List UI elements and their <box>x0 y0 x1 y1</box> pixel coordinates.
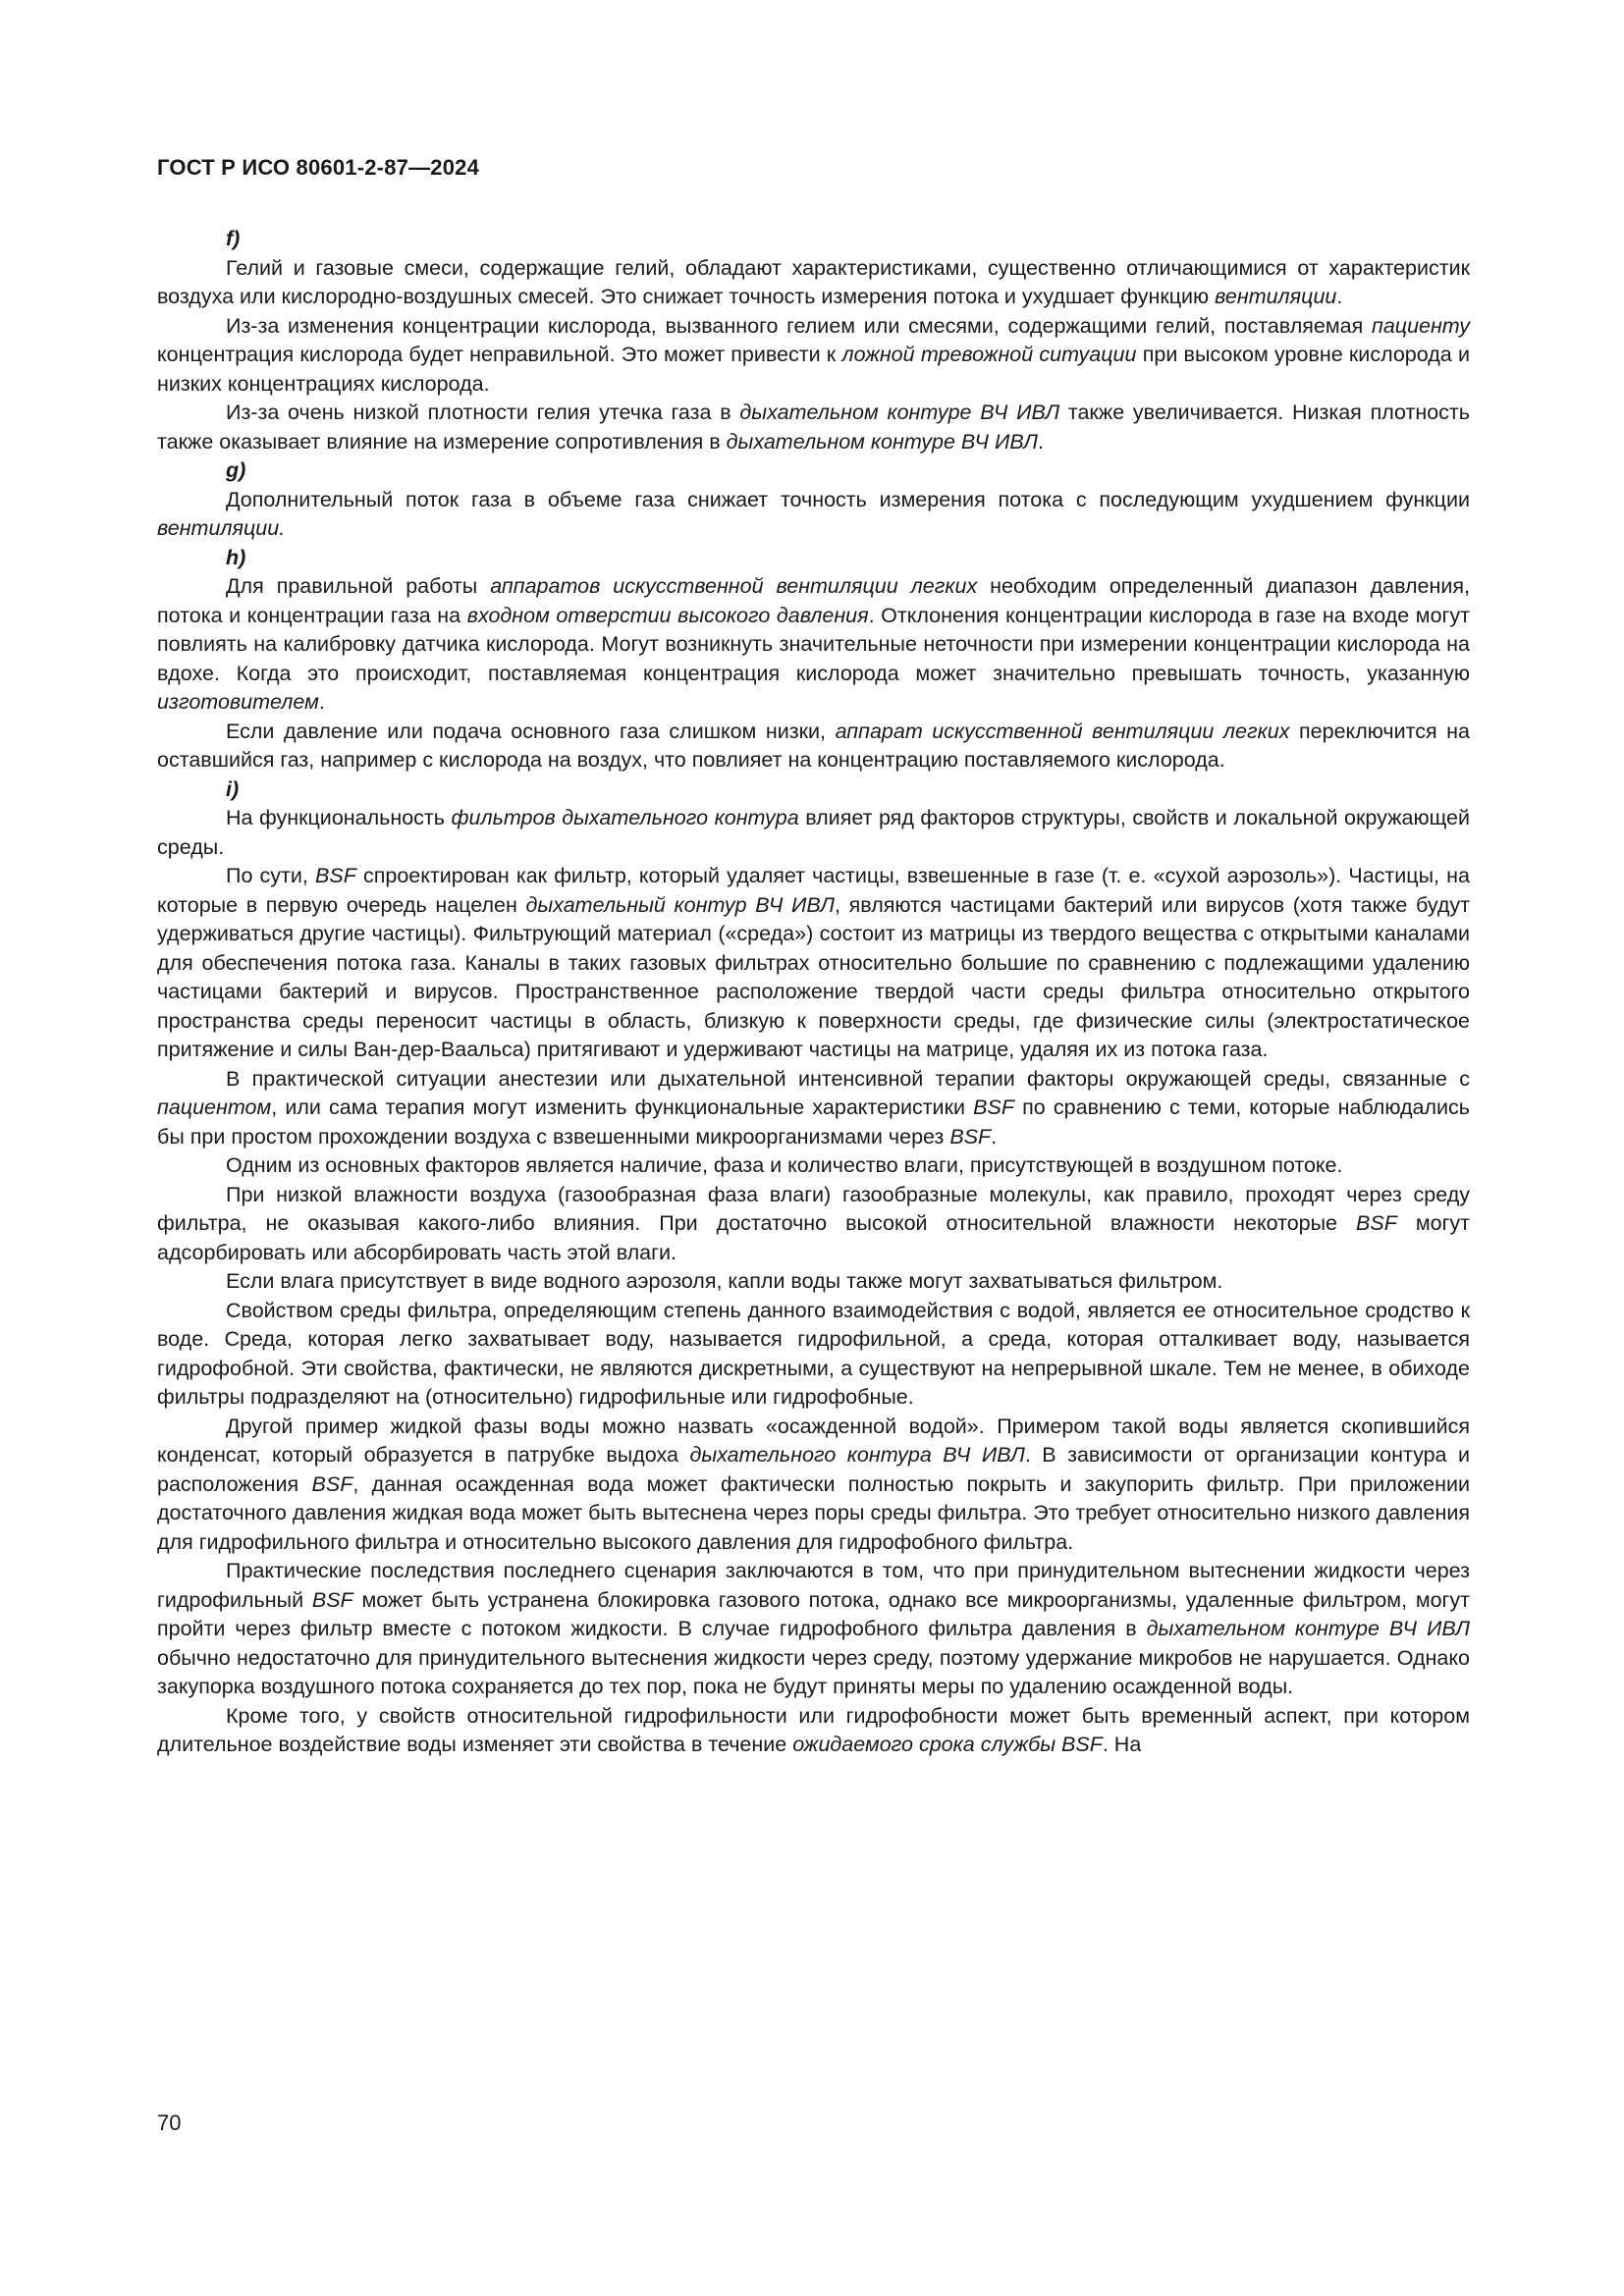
text-run: необходим определенный диапазон давления, потока и концентрации газа на <box>157 574 1470 627</box>
italic-term: BSF <box>311 1471 353 1496</box>
text-run: Кроме того, у свойств относительной гидрофильности или гидрофобности может быть временный аспект, при котором длительное воздействие воды изменяет эти свойства в течение <box>157 1703 1470 1756</box>
italic-term: BSF <box>315 864 356 887</box>
text-run: Другой пример жидкой фазы воды можно назвать «осажденной водой». Примером такой воды является скопившийся конденсат, который образуется в патрубке выдоха <box>157 1414 1470 1467</box>
italic-term: дыхательный контур ВЧ ИВЛ <box>525 892 836 917</box>
paragraph <box>157 1702 1470 1760</box>
paragraph <box>157 486 1470 544</box>
paragraph <box>157 254 1470 312</box>
text-run: На функциональность <box>226 806 452 829</box>
text-run: по сравнению с теми, которые наблюдались бы при простом прохождении воздуха с взвешенными микроорганизмами через <box>157 1095 1470 1148</box>
paragraph <box>157 804 1470 862</box>
document-header: ГОСТ Р ИСО 80601-2-87—2024 <box>157 155 480 180</box>
text-run: Если влага присутствует в виде водного аэрозоля, капли воды также могут захватываться фильтром. <box>226 1269 1223 1293</box>
text-run: Одним из основных факторов является наличие, фаза и количество влаги, присутствующей в воздушном потоке. <box>226 1153 1343 1177</box>
text-run: . <box>318 690 325 714</box>
text-run: влияет ряд факторов структуры, свойств и локальной окружающей среды. <box>157 806 1470 859</box>
italic-term: ложной тревожной ситуации <box>841 343 1137 366</box>
paragraph <box>157 1557 1470 1702</box>
text-run: при высоком уровне кислорода и низких концентрациях кислорода. <box>157 343 1470 396</box>
text-run: могут адсорбировать или абсорбировать часть этой влаги. <box>157 1211 1471 1264</box>
text-run: Из-за изменения концентрации кислорода, вызванного гелием или смесями, содержащими гелий, поставляемая <box>226 313 1372 338</box>
paragraph <box>157 1181 1470 1268</box>
text-run: Дополнительный поток газа в объеме газа снижает точность измерения потока с последующим ухудшением функции <box>226 487 1470 511</box>
text-run: . На <box>1102 1733 1142 1756</box>
text-run: концентрация кислорода будет неправильной. Это может привести к <box>157 343 842 366</box>
text-run: В практической ситуации анестезии или дыхательной интенсивной терапии факторы окружающей среды, связанные с <box>226 1066 1470 1091</box>
text-run: Из-за очень низкой плотности гелия утечка газа в <box>226 400 740 424</box>
text-run: , данная осажденная вода может фактически полностью покрыть и закупорить фильтр. При приложении достаточного давления жидкая вода может быть вытеснена через поры среды фильтра. Это требует относительно низкого давления для гидрофильного фильтра и относительно высокого давления для гидрофобного фильтра. <box>157 1471 1470 1554</box>
italic-term: пациентом <box>157 1095 272 1119</box>
paragraph <box>157 1065 1470 1152</box>
text-run: При низкой влажности воздуха (газообразная фаза влаги) газообразные молекулы, как правило, проходят через среду фильтра, не оказывая какого-либо влияния. При достаточно высокой относительной влажности некоторые <box>157 1182 1470 1235</box>
list-item-marker <box>157 456 1470 486</box>
list-item-marker <box>157 225 1470 254</box>
paragraph <box>157 1297 1470 1413</box>
italic-term: входном отверстии высокого давления <box>466 603 869 627</box>
text-run: Свойством среды фильтра, определяющим степень данного взаимодействия с водой, является ее относительное сродство к воде. Среда, которая легко захватывает воду, называется гидрофильной, а среда, которая отталкивает воду, называется гидрофобной. Эти свойства, фактически, не являются дискретными, а существуют на непрерывной шкале. Тем не менее, в обиходе фильтры подразделяют на (относительно) гидрофильные или гидрофобные. <box>157 1298 1470 1409</box>
text-run: Практические последствия последнего сценария заключаются в том, что при принудительном вытеснении жидкости через гидрофильный <box>157 1559 1470 1612</box>
list-item-marker <box>157 775 1470 805</box>
paragraph <box>157 1151 1470 1181</box>
paragraph <box>157 572 1470 718</box>
italic-term: дыхательном контуре ВЧ ИВЛ <box>726 429 1038 454</box>
italic-term: BSF <box>311 1587 353 1612</box>
text-run: , являются частицами бактерий или вирусов (хотя также будут удерживаться другие частицы). Фильтрующий материал («среда») состоит из матрицы из твердого вещества с открытыми каналами для обеспечения потока газа. Каналы в таких газовых фильтрах относительно большие по сравнению с подлежащими удалению частицами бактерий и вирусов. Пространственное расположение твердой части среды фильтра относительно открытого пространства среды переносит частицы в область, близкую к поверхности среды, где физические силы (электростатическое притяжение и силы Ван-дер-Ваальса) притягивают и удерживают частицы на матрице, удаляя их из потока газа. <box>157 892 1471 1061</box>
paragraph <box>157 718 1470 775</box>
paragraph <box>157 312 1470 400</box>
italic-term: дыхательного контура ВЧ ИВЛ <box>689 1443 1025 1467</box>
item-marker-text: g) <box>226 458 246 482</box>
paragraph <box>157 1267 1470 1297</box>
italic-term: аппаратов искусственной вентиляции легких <box>490 574 978 598</box>
italic-term: аппарат искусственной вентиляции легких <box>835 719 1290 743</box>
italic-term: BSF <box>973 1095 1014 1119</box>
italic-term: вентиляции. <box>157 516 286 540</box>
list-item-marker <box>157 544 1470 573</box>
italic-term: вентиляции <box>1215 285 1337 308</box>
item-marker-text: h) <box>226 545 246 569</box>
paragraph <box>157 399 1470 456</box>
item-marker-text: i) <box>226 776 240 801</box>
text-run: По сути, <box>226 864 316 887</box>
text-run: . <box>991 1124 998 1148</box>
italic-term: ожидаемого срока службы BSF <box>792 1733 1103 1756</box>
text-run: . <box>1336 285 1343 308</box>
text-run: . В зависимости от организации контура и расположения <box>157 1443 1470 1496</box>
text-run: может быть устранена блокировка газового потока, однако все микроорганизмы, удаленные фильтром, могут пройти через фильтр вместе с потоком жидкости. В случае гидрофобного фильтра давления в <box>157 1587 1471 1640</box>
paragraph <box>157 862 1470 1065</box>
italic-term: дыхательном контуре ВЧ ИВЛ <box>739 400 1060 424</box>
italic-term: BSF <box>949 1124 992 1148</box>
text-run: . Отклонения концентрации кислорода в газе на входе могут повлиять на калибровку датчика кислорода. Могут возникнуть значительные неточности при измерении концентрации кислорода на вдохе. Когда это происходит, поставляемая концентрация кислорода может значительно превышать точность, указанную <box>157 603 1470 685</box>
text-run: также увеличивается. Низкая плотность также оказывает влияние на измерение сопротивления в <box>157 400 1470 454</box>
italic-term: изготовителем <box>157 690 319 714</box>
text-run: Для правильной работы <box>226 574 491 598</box>
document-body <box>157 225 1470 1760</box>
text-run: , или сама терапия могут изменить функциональные характеристики <box>271 1095 974 1119</box>
page-number: 70 <box>157 2110 182 2135</box>
text-run: Если давление или подача основного газа слишком низки, <box>226 719 836 743</box>
text-run: Гелий и газовые смеси, содержащие гелий, обладают характеристиками, существенно отличающимися от характеристик воздуха или кислородно-воздушных смесей. Это снижает точность измерения потока и ухудшает функцию <box>157 255 1470 308</box>
italic-term: BSF <box>1356 1211 1397 1235</box>
italic-term: дыхательном контуре ВЧ ИВЛ <box>1146 1617 1470 1640</box>
paragraph <box>157 1413 1470 1558</box>
italic-term: фильтров дыхательного контура <box>451 806 799 829</box>
item-marker-text: f) <box>226 227 241 250</box>
text-run: обычно недостаточно для принудительного вытеснения жидкости через среду, поэтому удержание микробов не нарушается. Однако закупорка воздушного потока сохраняется до тех пор, пока не будут приняты меры по удалению осажденной воды. <box>157 1645 1470 1698</box>
text-run: спроектирован как фильтр, который удаляет частицы, взвешенные в газе (т. е. «сухой аэрозоль»). Частицы, на которые в первую очередь нацелен <box>157 864 1470 917</box>
text-run: переключится на оставшийся газ, например с кислорода на воздух, что повлияет на концентрацию поставляемого кислорода. <box>157 719 1470 772</box>
italic-term: пациенту <box>1371 313 1470 338</box>
text-run: . <box>1037 429 1044 454</box>
